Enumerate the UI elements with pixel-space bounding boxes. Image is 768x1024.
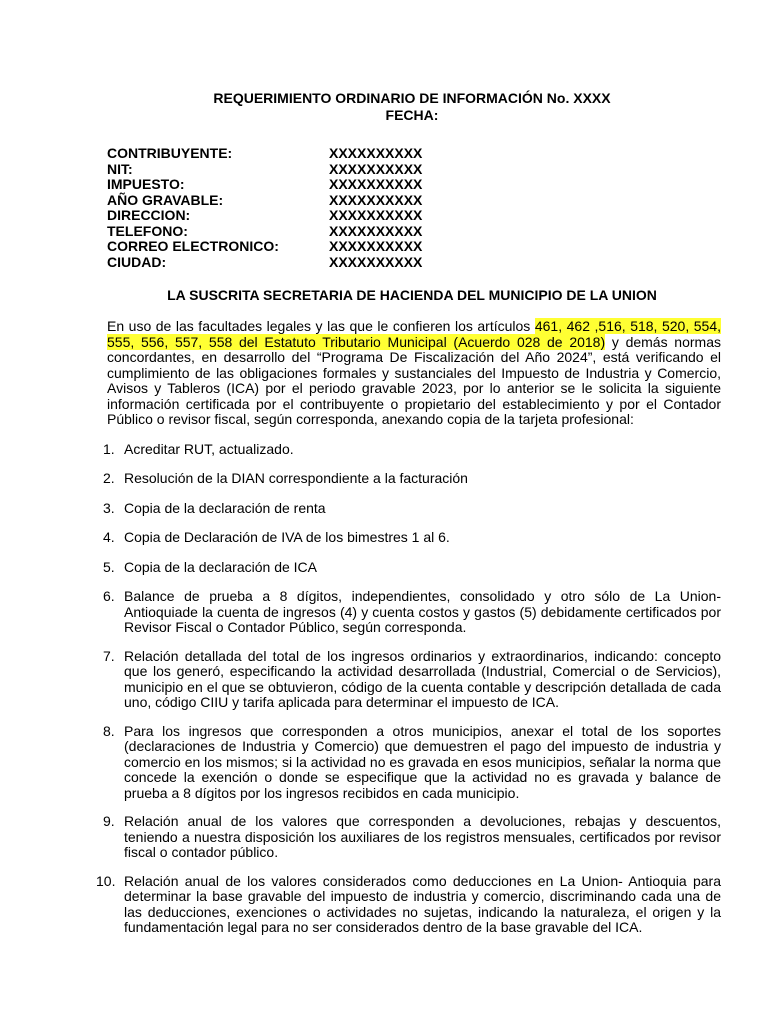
item-text: Relación detallada del total de los ingresos ordinarios y extraordinarios, indicando: concepto que los generó, especificando la actividad desarrollada (Industrial, Comercial o de Servicios), municipio en el que se obtuvieron, código de la cuenta contable y descripción detallada de cada uno, código CIIU y tarifa aplicada para determinar el impuesto de ICA. bbox=[124, 647, 721, 710]
item-text: Copia de la declaración de ICA bbox=[124, 558, 318, 575]
field-row-telefono bbox=[107, 224, 721, 240]
field-row-nit bbox=[107, 162, 721, 178]
field-row-contribuyente bbox=[107, 146, 721, 162]
requirements-list bbox=[96, 440, 721, 936]
field-label: DIRECCION: bbox=[107, 207, 191, 223]
field-value: XXXXXXXXXX bbox=[329, 207, 423, 223]
field-row-direccion bbox=[107, 208, 721, 224]
item-number: 8. bbox=[103, 722, 115, 739]
field-label: IMPUESTO: bbox=[107, 176, 185, 192]
item-number: 10. bbox=[96, 872, 116, 889]
field-label: CONTRIBUYENTE: bbox=[107, 145, 233, 161]
document-header bbox=[103, 0, 721, 124]
list-item bbox=[103, 813, 721, 861]
item-number: 7. bbox=[103, 647, 115, 664]
intro-paragraph bbox=[107, 319, 721, 428]
field-label: AÑO GRAVABLE: bbox=[107, 191, 224, 208]
item-text: Balance de prueba a 8 dígitos, independientes, consolidado y otro sólo de La Union- Antioquiade la cuenta de ingresos (4) y cuenta costos y gastos (5) debidamente certificados por Revisor Fiscal o Contador Público, según corresponda. bbox=[124, 588, 721, 635]
list-item bbox=[103, 722, 721, 802]
item-text: Copia de la declaración de renta bbox=[124, 499, 326, 516]
field-value: XXXXXXXXXX bbox=[329, 253, 423, 270]
date-label: FECHA: bbox=[385, 107, 439, 123]
item-number: 3. bbox=[103, 499, 115, 516]
highlighted-articles: 461, 462 ,516, 518, 520, 554, 555, 556, 557, 558 del Estatuto Tributario Municipal (Acuerdo 028 de 2018) bbox=[107, 318, 722, 350]
item-number: 9. bbox=[103, 813, 115, 829]
field-label: TELEFONO: bbox=[107, 222, 188, 239]
list-item bbox=[96, 872, 721, 936]
item-number: 1. bbox=[103, 440, 115, 457]
list-item bbox=[103, 499, 721, 517]
list-item bbox=[103, 440, 721, 458]
item-number: 2. bbox=[103, 470, 115, 486]
item-number: 4. bbox=[103, 529, 115, 545]
item-number: 6. bbox=[103, 588, 115, 604]
item-text: Copia de Declaración de IVA de los bimestres 1 al 6. bbox=[124, 529, 450, 545]
item-text: Acreditar RUT, actualizado. bbox=[124, 440, 294, 457]
field-label: NIT: bbox=[107, 160, 133, 177]
section-heading: LA SUSCRITA SECRETARIA DE HACIENDA DEL MUNICIPIO DE LA UNION bbox=[167, 287, 657, 303]
list-item bbox=[103, 588, 721, 636]
field-row-ciudad bbox=[107, 255, 721, 271]
intro-text-after: y demás normas concordantes, en desarrollo del “Programa De Fiscalización del Año 2024”, está verificando el cumplimiento de las obligaciones formales y sustanciales del Impuesto de Industria y Comercio, Avisos y Tableros (ICA) por el periodo gravable 2023, por lo anterior se le solicita la siguiente información certificada por el contribuyente o propietario del establecimiento y por el Contador Público o revisor fiscal, según corresponda, anexando copia de la tarjeta profesional: bbox=[107, 333, 721, 427]
list-item bbox=[103, 558, 721, 576]
intro-text-before: En uso de las facultades legales y las que le confieren los artículos bbox=[107, 318, 535, 334]
list-item bbox=[103, 470, 721, 487]
field-value: XXXXXXXXXX bbox=[329, 238, 423, 254]
item-number: 5. bbox=[103, 558, 115, 575]
list-item bbox=[103, 529, 721, 546]
field-label: CIUDAD: bbox=[107, 253, 167, 270]
field-value: XXXXXXXXXX bbox=[329, 145, 423, 161]
item-text: Para los ingresos que corresponden a otros municipios, anexar el total de los soportes (declaraciones de Industria y Comercio) que demuestren el pago del impuesto de industria y comercio en los mismos; si la actividad no es gravada en esos municipios, señalar la norma que concede la exención o donde se especifique que la actividad no es gravada y balance de prueba a 8 dígitos por los ingresos recibidos en cada municipio. bbox=[124, 722, 721, 801]
item-text: Resolución de la DIAN correspondiente a la facturación bbox=[124, 470, 468, 486]
field-label: CORREO ELECTRONICO: bbox=[107, 238, 279, 254]
list-item bbox=[103, 647, 721, 711]
field-row-ano-gravable bbox=[107, 193, 721, 209]
field-value: XXXXXXXXXX bbox=[329, 176, 423, 192]
item-text: Relación anual de los valores considerados como deducciones en La Union- Antioquia para determinar la base gravable del impuesto de industria y comercio, discriminando cada una de las deducciones, exenciones o actividades no sujetas, indicando la naturaleza, el origen y la fundamentación legal para no ser considerados dentro de la base gravable del ICA. bbox=[124, 872, 721, 935]
field-row-impuesto bbox=[107, 177, 721, 193]
item-text: Relación anual de los valores que corresponden a devoluciones, rebajas y descuentos, teniendo a nuestra disposición los auxiliares de los registros mensuales, certificados por revisor fiscal o contador público. bbox=[124, 813, 721, 860]
taxpayer-fields bbox=[107, 146, 721, 270]
field-value: XXXXXXXXXX bbox=[329, 222, 423, 239]
field-row-correo bbox=[107, 239, 721, 255]
field-value: XXXXXXXXXX bbox=[329, 191, 423, 208]
document-title: REQUERIMIENTO ORDINARIO DE INFORMACIÓN No. XXXX bbox=[213, 90, 611, 106]
field-value: XXXXXXXXXX bbox=[329, 160, 423, 177]
